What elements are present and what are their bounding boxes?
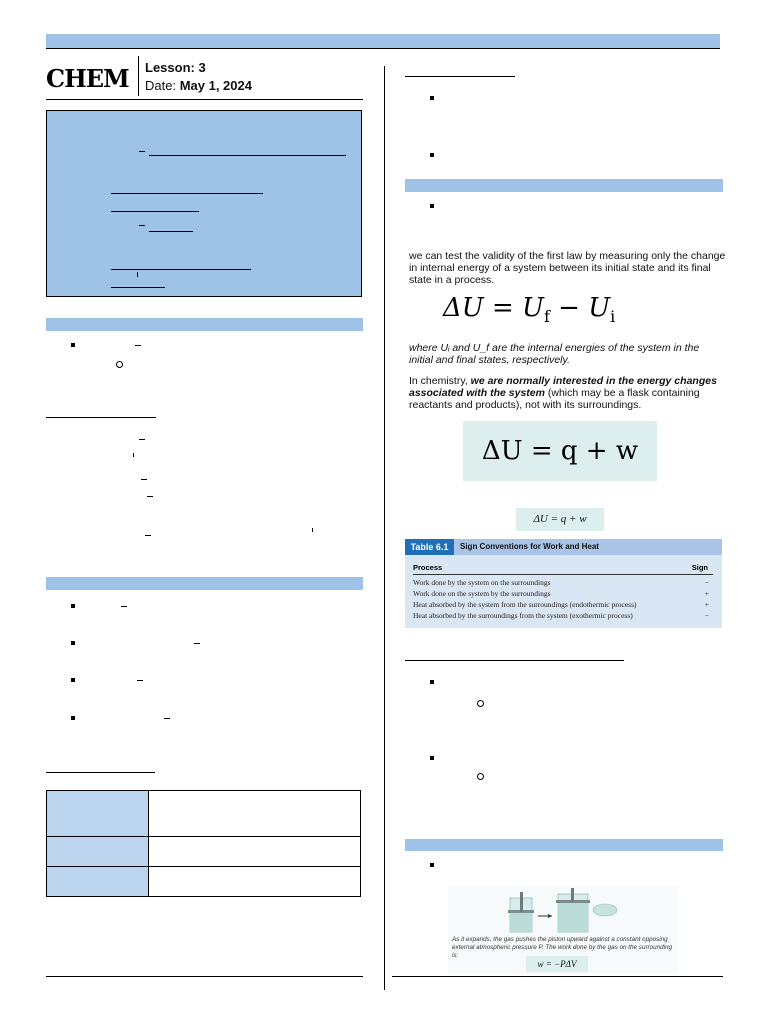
- subheading-underline-4: [405, 660, 624, 661]
- section-band-4: [405, 839, 723, 851]
- lesson-label: Lesson:: [145, 60, 195, 75]
- table-row: [405, 610, 717, 621]
- row-process: Work done on the system by the surroundings: [413, 589, 551, 598]
- row-sign: +: [704, 600, 709, 609]
- table-row: [47, 867, 361, 897]
- subheading-underline-2: [46, 772, 155, 773]
- eq1-minus: −: [558, 293, 580, 323]
- cylinder-after: [556, 888, 590, 932]
- section-band-3: [405, 179, 723, 192]
- summary-table: [46, 790, 361, 897]
- where-text: where Uᵢ and U_f are the internal energies of the system in the initial and final states, respectively.: [409, 342, 700, 366]
- date-line: [145, 78, 252, 93]
- row-sign: −: [704, 611, 709, 620]
- small-equation: ΔU = q + w: [533, 513, 587, 525]
- chem-bold: we are normally interested in the energy changes associated with the system: [409, 375, 717, 399]
- eq1-term2-sub: i: [610, 307, 616, 327]
- course-logo: CHEM: [46, 64, 129, 93]
- objectives-box: [46, 110, 362, 297]
- eq1-term1-sub: f: [543, 307, 550, 327]
- table-row: [405, 599, 717, 610]
- chem-rest: (which may be a flask containing reactants and products), not with its surroundings.: [409, 387, 700, 411]
- row-sign: −: [704, 578, 709, 587]
- section-band-2: [46, 577, 363, 590]
- table-title: Sign Conventions for Work and Heat: [460, 542, 599, 551]
- table-row: [405, 588, 717, 599]
- header-divider: [138, 56, 139, 96]
- col-process: Process: [413, 563, 443, 572]
- eq1-term1: U: [522, 293, 544, 323]
- cylinder-before: [508, 892, 534, 932]
- lesson-line: [145, 60, 206, 75]
- top-banner: [46, 34, 720, 48]
- table-tag: Table 6.1: [405, 539, 454, 555]
- eq1-term2: U: [588, 293, 611, 323]
- piston-caption: As it expands, the gas pushes the piston upward against a constant opposing external atmospheric pressure P. The work done by the gas on the surrounding is:: [452, 936, 673, 959]
- row-process: Heat absorbed by the surroundings from the system (exothermic process): [413, 611, 633, 620]
- eq1-equals: =: [491, 293, 514, 323]
- first-law-equation: ΔU = q + w: [481, 436, 639, 466]
- first-law-text: we can test the validity of the first law by measuring only the change in internal energy of a system between its initial state and its final state in a process.: [409, 250, 726, 286]
- subheading-underline-1: [46, 417, 156, 418]
- sign-conventions-table: [405, 539, 722, 628]
- internal-energy-equation: [443, 293, 615, 326]
- chem-intro: In chemistry,: [409, 375, 468, 387]
- date-label: Date:: [145, 78, 177, 93]
- row-sign: +: [704, 589, 709, 598]
- table-row: [47, 791, 361, 837]
- displaced-volume-icon: [593, 904, 617, 916]
- table-row: [405, 577, 717, 588]
- piston-diagram: [448, 886, 678, 974]
- subheading-underline-3: [405, 76, 515, 77]
- piston-equation: w = −PΔV: [537, 959, 577, 969]
- row-process: Heat absorbed by the system from the surroundings (endothermic process): [413, 600, 637, 609]
- table-row: [47, 837, 361, 867]
- lesson-number: 3: [198, 60, 206, 75]
- column-divider: [384, 66, 385, 990]
- eq1-lhs: ΔU: [443, 293, 484, 323]
- section-band-1: [46, 318, 363, 331]
- row-process: Work done by the system on the surroundings: [413, 578, 551, 587]
- date-value: May 1, 2024: [179, 78, 252, 93]
- chemistry-text: [409, 375, 725, 411]
- col-sign: Sign: [691, 563, 708, 572]
